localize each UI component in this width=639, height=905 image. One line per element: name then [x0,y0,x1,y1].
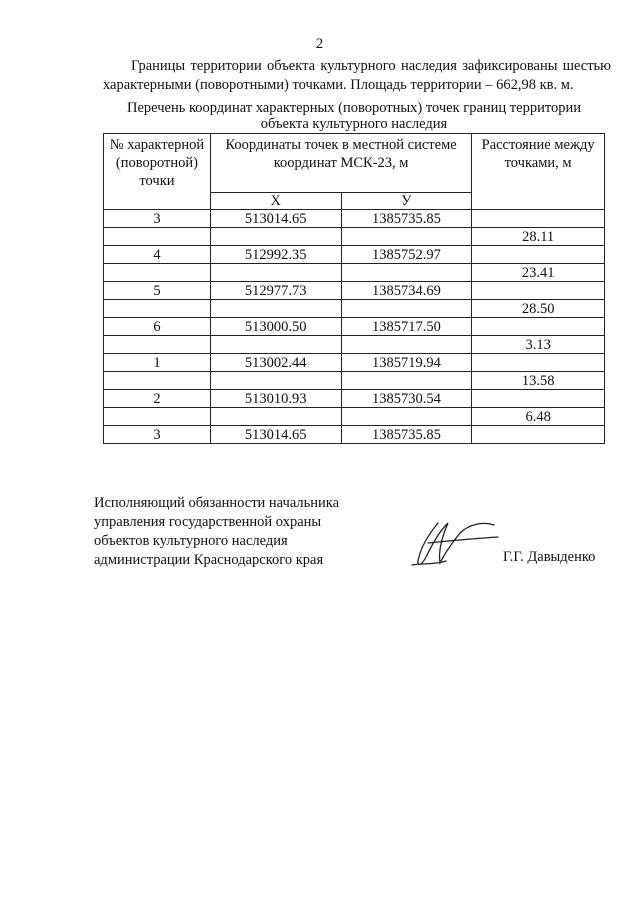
cell-y: 1385717.50 [341,318,472,336]
table-row [104,390,605,408]
coordinates-table [103,133,605,444]
cell-distance [472,354,605,372]
cell-y: 1385752.97 [341,246,472,264]
cell-x: 513014.65 [210,210,341,228]
signatory-line-1: Исполняющий обязанности начальника [94,495,340,511]
table-row [104,264,605,282]
cell-point [104,408,211,426]
cell-distance: 28.50 [472,300,605,318]
cell-y: 1385730.54 [341,390,472,408]
cell-x [210,372,341,390]
cell-distance: 28.11 [472,228,605,246]
cell-distance [472,210,605,228]
table-row [104,228,605,246]
header-distance: Расстояние между точками, м [472,134,605,210]
signatory-line-4: администрации Краснодарского края [94,552,324,568]
cell-point: 2 [104,390,211,408]
cell-y: 1385719.94 [341,354,472,372]
table-row [104,318,605,336]
cell-x: 513000.50 [210,318,341,336]
cell-distance: 23.41 [472,264,605,282]
cell-x: 513014.65 [210,426,341,444]
table-row [104,210,605,228]
table-row [104,336,605,354]
table-row [104,426,605,444]
cell-point [104,336,211,354]
cell-point: 3 [104,210,211,228]
header-y: У [341,193,472,210]
table-row [104,408,605,426]
cell-point: 3 [104,426,211,444]
signatory-line-3: объектов культурного наследия [94,533,288,549]
intro-line-1: Границы территории объекта культурного наследия зафиксированы шестью [131,58,611,74]
header-x: Х [210,193,341,210]
cell-y [341,372,472,390]
cell-point: 4 [104,246,211,264]
table-row [104,372,605,390]
cell-x [210,408,341,426]
cell-distance [472,318,605,336]
caption-line-1: Перечень координат характерных (поворотных) точек границ территории [126,100,582,116]
cell-y: 1385734.69 [341,282,472,300]
cell-x: 512992.35 [210,246,341,264]
cell-y [341,300,472,318]
cell-x [210,228,341,246]
cell-x: 512977.73 [210,282,341,300]
cell-point [104,300,211,318]
cell-x: 513002.44 [210,354,341,372]
cell-distance [472,390,605,408]
table-row [104,246,605,264]
handwritten-signature [398,515,508,570]
cell-x: 513010.93 [210,390,341,408]
cell-distance: 6.48 [472,408,605,426]
cell-x [210,300,341,318]
cell-point: 5 [104,282,211,300]
table-row [104,300,605,318]
cell-distance: 13.58 [472,372,605,390]
table-caption [103,100,605,132]
signatory-line-2: управления государственной охраны [94,514,322,530]
cell-distance [472,426,605,444]
page-number: 2 [315,36,324,52]
cell-y [341,336,472,354]
header-point-number: № характерной (поворотной) точки [104,134,211,210]
cell-x [210,264,341,282]
cell-y [341,228,472,246]
cell-distance [472,282,605,300]
cell-point: 1 [104,354,211,372]
intro-line-2: характерными (поворотными) точками. Площадь территории – 662,98 кв. м. [103,77,574,93]
cell-y: 1385735.85 [341,426,472,444]
cell-y: 1385735.85 [341,210,472,228]
signatory-title [94,494,339,570]
signatory-name: Г.Г. Давыденко [503,549,596,565]
cell-x [210,336,341,354]
intro-paragraph [103,57,611,95]
cell-point [104,228,211,246]
cell-distance [472,246,605,264]
cell-distance: 3.13 [472,336,605,354]
table-row [104,282,605,300]
cell-y [341,408,472,426]
cell-point [104,264,211,282]
table-row [104,354,605,372]
header-coordinates: Координаты точек в местной системе координат МСК-23, м [210,134,471,193]
cell-y [341,264,472,282]
cell-point [104,372,211,390]
cell-point: 6 [104,318,211,336]
table-body [104,210,605,444]
caption-line-2: объекта культурного наследия [260,116,448,132]
